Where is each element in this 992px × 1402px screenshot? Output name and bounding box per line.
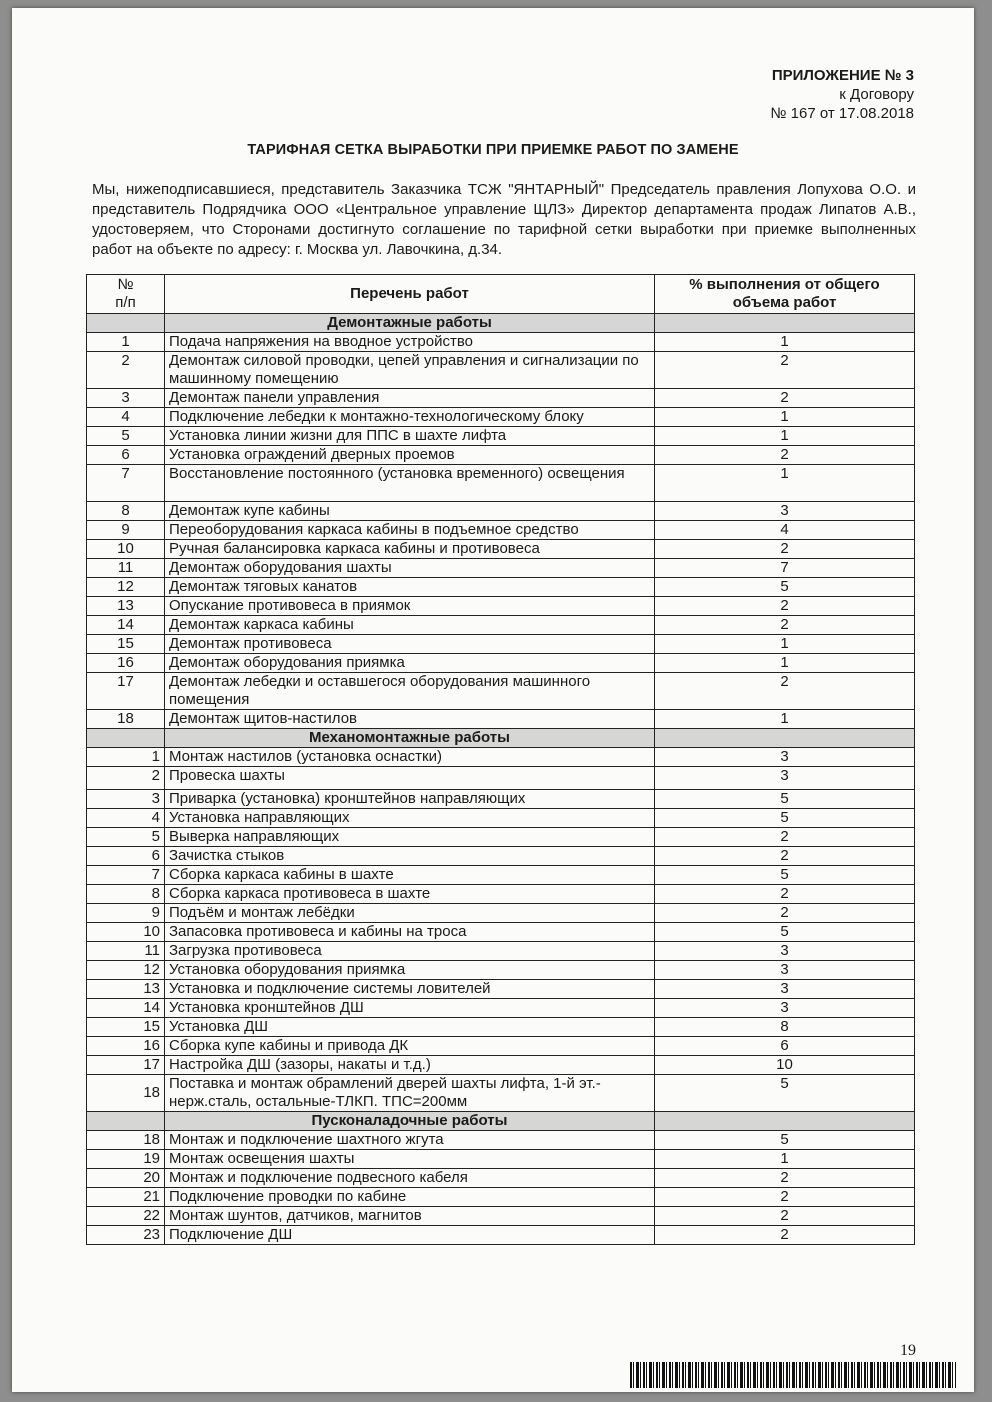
row-number: 4 <box>87 809 165 828</box>
row-number: 21 <box>87 1188 165 1207</box>
percent-value: 2 <box>655 389 915 408</box>
table-row <box>87 465 915 502</box>
work-name: Подключение ДШ <box>165 1226 655 1245</box>
work-name: Восстановление постоянного (установка временного) освещения <box>165 465 655 502</box>
table-row <box>87 521 915 540</box>
percent-value: 1 <box>655 333 915 352</box>
row-number: 18 <box>87 1075 165 1112</box>
row-number: 22 <box>87 1207 165 1226</box>
work-name: Сборка купе кабины и привода ДК <box>165 1037 655 1056</box>
percent-value: 5 <box>655 809 915 828</box>
table-row <box>87 352 915 389</box>
percent-value: 3 <box>655 942 915 961</box>
percent-value: 2 <box>655 352 915 389</box>
tariff-table <box>86 274 915 1245</box>
percent-value: 3 <box>655 748 915 767</box>
percent-value: 2 <box>655 1226 915 1245</box>
header-num: № п/п <box>87 275 165 314</box>
table-row <box>87 654 915 673</box>
row-number: 14 <box>87 999 165 1018</box>
row-number: 9 <box>87 521 165 540</box>
table-row <box>87 540 915 559</box>
work-name: Сборка каркаса противовеса в шахте <box>165 885 655 904</box>
row-number: 18 <box>87 1131 165 1150</box>
row-number: 10 <box>87 540 165 559</box>
appendix-header <box>770 66 914 123</box>
table-row <box>87 1131 915 1150</box>
percent-value: 1 <box>655 635 915 654</box>
percent-value: 3 <box>655 961 915 980</box>
work-name: Ручная балансировка каркаса кабины и противовеса <box>165 540 655 559</box>
work-name: Демонтаж оборудования шахты <box>165 559 655 578</box>
row-number: 17 <box>87 1056 165 1075</box>
work-name: Демонтаж панели управления <box>165 389 655 408</box>
work-name: Установка кронштейнов ДШ <box>165 999 655 1018</box>
table-row <box>87 408 915 427</box>
work-name: Демонтаж противовеса <box>165 635 655 654</box>
percent-value: 2 <box>655 616 915 635</box>
work-name: Приварка (установка) кронштейнов направляющих <box>165 790 655 809</box>
row-number: 8 <box>87 502 165 521</box>
work-name: Выверка направляющих <box>165 828 655 847</box>
percent-value: 8 <box>655 1018 915 1037</box>
table-row <box>87 1037 915 1056</box>
work-name: Установка оборудования приямка <box>165 961 655 980</box>
section-num-cell <box>87 1112 165 1131</box>
row-number: 12 <box>87 578 165 597</box>
percent-value: 2 <box>655 597 915 616</box>
row-number: 15 <box>87 1018 165 1037</box>
table-row <box>87 597 915 616</box>
table-row <box>87 1169 915 1188</box>
work-name: Переоборудования каркаса кабины в подъемное средство <box>165 521 655 540</box>
percent-value: 5 <box>655 923 915 942</box>
section-row <box>87 1112 915 1131</box>
row-number: 16 <box>87 654 165 673</box>
appendix-contract-line: к Договору <box>839 86 914 103</box>
row-number: 15 <box>87 635 165 654</box>
work-name: Зачистка стыков <box>165 847 655 866</box>
row-number: 3 <box>87 389 165 408</box>
row-number: 12 <box>87 961 165 980</box>
table-row <box>87 1018 915 1037</box>
percent-value: 1 <box>655 710 915 729</box>
percent-value: 1 <box>655 427 915 446</box>
work-name: Подключение лебедки к монтажно-технологическому блоку <box>165 408 655 427</box>
work-name: Установка направляющих <box>165 809 655 828</box>
intro-paragraph: Мы, нижеподписавшиеся, представитель Заказчика ТСЖ "ЯНТАРНЫЙ" Председатель правления Лопухова О.О. и представитель Подрядчика ООО «Центральное управление ЩЛЗ» Директор департамента продаж Липатов А.В., удостоверяем, что Сторонами достигнуто соглашение по тарифной сетки выработки при приемке выполненных работ на объекте по адресу: г. Москва ул. Лавочкина, д.34. <box>92 181 916 258</box>
page-number: 19 <box>900 1342 916 1359</box>
row-number: 20 <box>87 1169 165 1188</box>
percent-value: 2 <box>655 673 915 710</box>
work-name: Монтаж и подключение шахтного жгута <box>165 1131 655 1150</box>
work-name: Монтаж шунтов, датчиков, магнитов <box>165 1207 655 1226</box>
percent-value: 5 <box>655 790 915 809</box>
percent-value: 2 <box>655 1169 915 1188</box>
section-row <box>87 314 915 333</box>
work-name: Подключение проводки по кабине <box>165 1188 655 1207</box>
table-row <box>87 333 915 352</box>
percent-value: 2 <box>655 828 915 847</box>
percent-value: 5 <box>655 866 915 885</box>
appendix-contract-number: № 167 от 17.08.2018 <box>770 105 914 122</box>
work-name: Демонтаж силовой проводки, цепей управления и сигнализации по машинному помещению <box>165 352 655 389</box>
row-number: 11 <box>87 559 165 578</box>
work-name: Подъём и монтаж лебёдки <box>165 904 655 923</box>
row-number: 13 <box>87 597 165 616</box>
table-row <box>87 578 915 597</box>
work-name: Провеска шахты <box>165 767 655 790</box>
work-name: Монтаж настилов (установка оснастки) <box>165 748 655 767</box>
table-row <box>87 616 915 635</box>
table-row <box>87 1150 915 1169</box>
percent-value: 5 <box>655 1131 915 1150</box>
table-row <box>87 1188 915 1207</box>
document-title: ТАРИФНАЯ СЕТКА ВЫРАБОТКИ ПРИ ПРИЕМКЕ РАБОТ ПО ЗАМЕНЕ <box>247 142 739 158</box>
work-name: Демонтаж купе кабины <box>165 502 655 521</box>
work-name: Установка ДШ <box>165 1018 655 1037</box>
section-title: Демонтажные работы <box>165 314 655 333</box>
table-row <box>87 502 915 521</box>
row-number: 17 <box>87 673 165 710</box>
row-number: 6 <box>87 847 165 866</box>
table-row <box>87 635 915 654</box>
table-row <box>87 427 915 446</box>
row-number: 9 <box>87 904 165 923</box>
row-number: 13 <box>87 980 165 999</box>
row-number: 6 <box>87 446 165 465</box>
work-name: Настройка ДШ (зазоры, накаты и т.д.) <box>165 1056 655 1075</box>
table-row <box>87 1226 915 1245</box>
table-row <box>87 389 915 408</box>
percent-value: 2 <box>655 847 915 866</box>
row-number: 8 <box>87 885 165 904</box>
work-name: Демонтаж щитов-настилов <box>165 710 655 729</box>
table-header-row <box>87 275 915 314</box>
percent-value: 10 <box>655 1056 915 1075</box>
work-name: Установка ограждений дверных проемов <box>165 446 655 465</box>
row-number: 23 <box>87 1226 165 1245</box>
row-number: 7 <box>87 465 165 502</box>
work-name: Демонтаж тяговых канатов <box>165 578 655 597</box>
percent-value: 4 <box>655 521 915 540</box>
work-name: Монтаж освещения шахты <box>165 1150 655 1169</box>
percent-value: 3 <box>655 999 915 1018</box>
work-name: Демонтаж лебедки и оставшегося оборудования машинного помещения <box>165 673 655 710</box>
section-pct-cell <box>655 314 915 333</box>
row-number: 16 <box>87 1037 165 1056</box>
percent-value: 1 <box>655 1150 915 1169</box>
percent-value: 5 <box>655 1075 915 1112</box>
table-row <box>87 866 915 885</box>
table-row <box>87 748 915 767</box>
work-name: Установка линии жизни для ППС в шахте лифта <box>165 427 655 446</box>
work-name: Демонтаж оборудования приямка <box>165 654 655 673</box>
table-row <box>87 847 915 866</box>
section-pct-cell <box>655 729 915 748</box>
row-number: 18 <box>87 710 165 729</box>
table-row <box>87 767 915 790</box>
section-num-cell <box>87 729 165 748</box>
table-row <box>87 809 915 828</box>
work-name: Демонтаж каркаса кабины <box>165 616 655 635</box>
row-number: 10 <box>87 923 165 942</box>
percent-value: 1 <box>655 654 915 673</box>
percent-value: 3 <box>655 980 915 999</box>
percent-value: 1 <box>655 465 915 502</box>
row-number: 2 <box>87 767 165 790</box>
work-name: Сборка каркаса кабины в шахте <box>165 866 655 885</box>
table-row <box>87 710 915 729</box>
table-row <box>87 1075 915 1112</box>
percent-value: 7 <box>655 559 915 578</box>
table-row <box>87 559 915 578</box>
row-number: 7 <box>87 866 165 885</box>
section-pct-cell <box>655 1112 915 1131</box>
row-number: 1 <box>87 748 165 767</box>
row-number: 19 <box>87 1150 165 1169</box>
work-name: Поставка и монтаж обрамлений дверей шахты лифта, 1-й эт.-нерж.сталь, остальные-ТЛКП. ТПС=200мм <box>165 1075 655 1112</box>
work-name: Монтаж и подключение подвесного кабеля <box>165 1169 655 1188</box>
percent-value: 3 <box>655 502 915 521</box>
work-name: Запасовка противовеса и кабины на троса <box>165 923 655 942</box>
percent-value: 2 <box>655 904 915 923</box>
row-number: 11 <box>87 942 165 961</box>
row-number: 1 <box>87 333 165 352</box>
row-number: 2 <box>87 352 165 389</box>
table-row <box>87 446 915 465</box>
percent-value: 2 <box>655 446 915 465</box>
percent-value: 6 <box>655 1037 915 1056</box>
work-name: Опускание противовеса в приямок <box>165 597 655 616</box>
percent-value: 2 <box>655 885 915 904</box>
percent-value: 3 <box>655 767 915 790</box>
section-num-cell <box>87 314 165 333</box>
table-row <box>87 828 915 847</box>
row-number: 3 <box>87 790 165 809</box>
percent-value: 2 <box>655 1188 915 1207</box>
appendix-title: ПРИЛОЖЕНИЕ № 3 <box>771 67 914 84</box>
section-title: Механомонтажные работы <box>165 729 655 748</box>
table-row <box>87 673 915 710</box>
percent-value: 1 <box>655 408 915 427</box>
table-row <box>87 999 915 1018</box>
row-number: 4 <box>87 408 165 427</box>
percent-value: 2 <box>655 1207 915 1226</box>
work-name: Загрузка противовеса <box>165 942 655 961</box>
percent-value: 5 <box>655 578 915 597</box>
barcode <box>630 1362 956 1388</box>
section-title: Пусконаладочные работы <box>165 1112 655 1131</box>
table-row <box>87 923 915 942</box>
header-pct: % выполнения от общего объема работ <box>655 275 915 314</box>
row-number: 14 <box>87 616 165 635</box>
table-row <box>87 942 915 961</box>
work-name: Установка и подключение системы ловителей <box>165 980 655 999</box>
percent-value: 2 <box>655 540 915 559</box>
row-number: 5 <box>87 828 165 847</box>
section-row <box>87 729 915 748</box>
table-row <box>87 1207 915 1226</box>
table-row <box>87 904 915 923</box>
table-row <box>87 1056 915 1075</box>
table-row <box>87 961 915 980</box>
row-number: 5 <box>87 427 165 446</box>
document-page <box>12 8 974 1392</box>
table-row <box>87 980 915 999</box>
table-row <box>87 790 915 809</box>
header-work: Перечень работ <box>165 275 655 314</box>
table-row <box>87 885 915 904</box>
work-name: Подача напряжения на вводное устройство <box>165 333 655 352</box>
